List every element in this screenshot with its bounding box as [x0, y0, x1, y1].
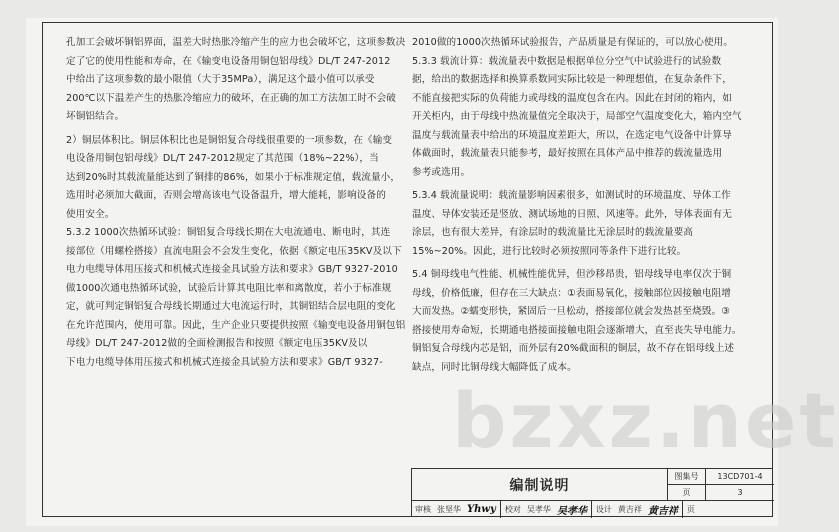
text-line: 电力电缆导体用压接式和机械式连接金具试验方法和要求》GB/T 9327-2010 — [66, 264, 398, 275]
text-line: 涂层，也有很大差异，有涂层时的载流量比无涂层时的载流量要高 — [412, 227, 694, 238]
checker-name: 吴孝华 — [526, 505, 551, 514]
text-line: 缺点，同时比铜母线大幅降低了成本。 — [412, 361, 577, 373]
text-line: 选用时必须加大截面，否则会增高该电气设备温升，增大能耗，影响设备的 — [66, 190, 386, 201]
text-line: 15%~20%。因此，进行比较时必须按照同等条件下进行比较。 — [412, 245, 687, 257]
signature-row — [412, 501, 774, 518]
text-line: 200℃以下温差产生的热胀冷缩应力的破坏，在正确的加工方法加工时不会破 — [66, 92, 396, 104]
sheet-title: 编制说明 — [412, 469, 668, 501]
atlas-number-label: 图集号 — [668, 469, 706, 485]
text-line: 5.3.2 1000次热循环试验：铜铝复合母线长期在大电流通电、断电时，其连 — [66, 227, 391, 238]
text-line: 开关柜内，由于母线中热流量值完全取决于，局部空气温度变化大，箱内空气 — [412, 111, 742, 122]
text-line: 参考或选用。 — [412, 166, 471, 178]
text-line: 母线，价格低廉，但存在三大缺点：①表面易氧化，接触部位因接触电阻增 — [412, 287, 731, 299]
text-line: 下电力电缆导体用压接式和机械式连接金具试验方法和要求》GB/T 9327- — [66, 356, 383, 368]
text-line: 温度与载流量表中给出的环境温度差距大，所以，在选定电气设备中计算导 — [412, 129, 732, 141]
divider — [591, 501, 592, 518]
text-line: 2010做的1000次热循环试验报告，产品质量是有保证的，可以放心使用。 — [412, 37, 734, 48]
text-line: 5.3.4 载流量说明：载流量影响因素很多，如测试时的环境温度、导体工作 — [412, 190, 731, 201]
auditor-name: 张坚华 — [437, 505, 461, 514]
left-text-column — [66, 34, 406, 372]
page-label: 页 — [668, 485, 706, 501]
right-text-column — [412, 34, 742, 377]
page-label: 页 — [686, 505, 695, 514]
text-line: 中给出了这项参数的最小限值（大于35MPa），满足这个最小值可以承受 — [66, 74, 375, 85]
page-number: 3 — [706, 485, 774, 501]
divider — [682, 501, 683, 518]
text-line: 定了它的使用性能和寿命，在《输变电设备用铜包铝母线》DL/T 247-2012 — [66, 55, 391, 67]
design-label: 设计 — [595, 505, 612, 514]
atlas-number: 13CD701-4 — [706, 469, 774, 485]
text-line: 2）铜层体积比。铜层体积比也是铜铝复合母线很重要的一项参数，在《输变 — [66, 134, 393, 146]
text-line: 使用安全。 — [66, 208, 115, 220]
text-line: 在允许范围内，使用可靠。因此，生产企业只要提供按照《输变电设备用铜包铝 — [66, 319, 406, 331]
text-line: 母线》DL/T 247-2012做的全面检测报告和按照《额定电压35KV及以 — [66, 338, 368, 349]
text-line: 不能直接把实际的负荷能力或母线的温度包含在内。因此在封闭的箱内，如 — [412, 92, 732, 104]
title-block — [411, 468, 773, 517]
designer-signature: 黄吉祥 — [647, 506, 678, 517]
audit-label: 审核 — [415, 505, 431, 514]
site-watermark: bzxz.net — [452, 376, 839, 465]
text-line: 孔加工会破坏铜铝界面，温差大时热胀冷缩产生的应力也会破坏它，这项参数决 — [66, 37, 406, 48]
text-line: 5.4 铜母线电气性能、机械性能优异，但沙移昂贵，铝母线导电率仅次于铜 — [412, 269, 732, 280]
text-line: 铜铝复合母线内芯是铝，而外层有20%截面积的铜层，故不存在铝母线上述 — [412, 343, 735, 354]
check-label: 校对 — [504, 505, 521, 514]
text-line: 定，就可判定铜铝复合母线长期通过大电流运行时，其铜铝结合层电阻的变化 — [66, 301, 396, 312]
text-line: 据，给出的数据选择和换算系数同实际比较是一种理想值，在复杂条件下， — [412, 74, 732, 85]
auditor-signature: Yhwy — [467, 504, 496, 515]
divider — [500, 501, 501, 518]
text-line: 电设备用铜包铝母线》DL/T 247-2012规定了其范围（18%~22%），当 — [66, 153, 379, 164]
text-line: 坏铜铝结合。 — [66, 111, 125, 122]
text-line: 温度、导体安装还是竖放、测试场地的日照、风速等。此外，导体表面有无 — [412, 208, 732, 220]
text-line: 接部位（用螺栓搭接）直流电阻会不会发生变化，依据《额定电压35KV及以下 — [66, 245, 402, 257]
designer-name: 黄吉祥 — [617, 505, 642, 514]
checker-signature: 吴孝华 — [556, 506, 587, 517]
text-line: 体截面时，载流量表只能参考，最好按照在具体产品中推荐的载流量选用 — [412, 148, 723, 159]
text-line: 达到20%时其载流量能达到了铜排的86%，如果小于标准规定值，载流量小， — [66, 171, 401, 183]
text-line: 大而发热。②蠕变形快，紧固后一旦松动，搭接部位就会发热甚至烧毁。③ — [412, 306, 730, 317]
text-line: 做1000次通电热循环试验，试验后计算其电阻比率和离散度，若小于标准规 — [66, 282, 392, 294]
text-line: 5.3.3 载流计算：载流量表中数据是根据单位分空气中试验进行的试验数 — [412, 55, 722, 67]
text-line: 搭接使用寿命短，长期通电搭接面接触电阻会逐渐增大，直至丧失导电能力。 — [412, 324, 742, 336]
